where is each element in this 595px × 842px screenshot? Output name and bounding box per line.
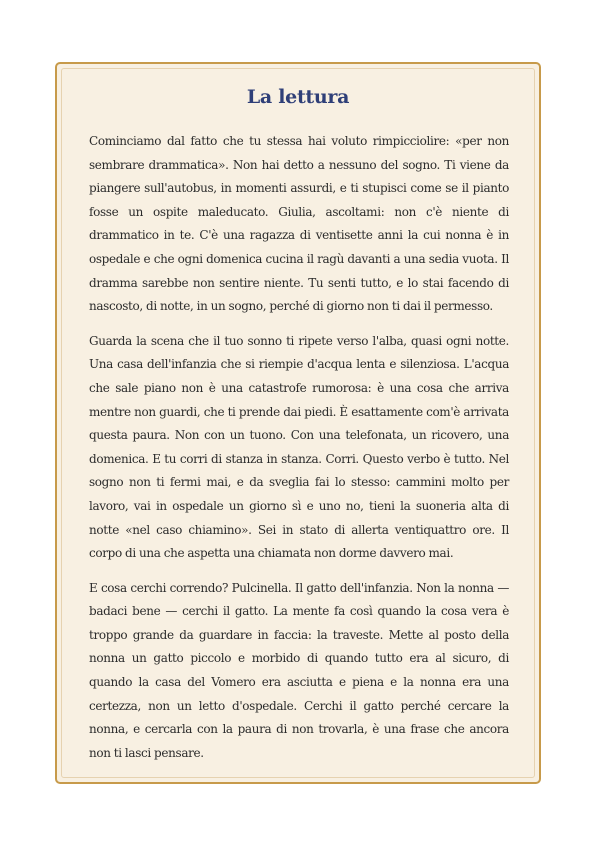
paragraph-2: Guarda la scena che il tuo sonno ti ripete verso l'alba, quasi ogni notte. Una casa dell'infanzia che si riempie d'acqua lenta e silenziosa. L'acqua che sale piano non è una catastrofe rumorosa: è una cosa che arriva mentre non guardi, che ti prende dai piedi. È esattamente com'è arrivata questa paura. Non con un tuono. Con una telefonata, un ricovero, una domenica. E tu corri di stanza in stanza. Corri. Questo verbo è tutto. Nel sogno non ti fermi mai, e da sveglia fai lo stesso: cammini molto per lavoro, vai in ospedale un giorno sì e uno no, tieni la suoneria alta di notte «nel caso chiamino». Sei in stato di allerta ventiquattro ore. Il corpo di una che aspetta una chiamata non dorme davvero mai. [89, 333, 509, 561]
paragraph-1: Cominciamo dal fatto che tu stessa hai voluto rimpicciolire: «per non sembrare drammatica». Non hai detto a nessuno del sogno. Ti viene da piangere sull'autobus, in momenti assurdi, e ti stupisci come se il pianto fosse un ospite maleducato. Giulia, ascoltami: non c'è niente di drammatico in te. C'è una ragazza di ventisette anni la cui nonna è in ospedale e che ogni domenica cucina il ragù davanti a una sedia vuota. Il dramma sarebbe non sentire niente. Tu senti tutto, e lo stai facendo di nascosto, di notte, in un sogno, perché di giorno non ti dai il permesso. [89, 134, 509, 314]
reading-card [55, 62, 541, 784]
page-title: La lettura [246, 86, 350, 108]
reading-body [89, 130, 509, 776]
paragraph-3: E cosa cerchi correndo? Pulcinella. Il gatto dell'infanzia. Non la nonna — badaci bene — cerchi il gatto. La mente fa così quando la cosa vera è troppo grande da guardare in faccia: la traveste. Mette al posto della nonna un gatto piccolo e morbido di quando tutto era al sicuro, di quando la casa del Vomero era asciutta e piena e la nonna era una certezza, non un letto d'ospedale. Cerchi il gatto perché cercare la nonna, e cercarla con la paura di non trovarla, è una frase che ancora non ti lasci pensare. [89, 580, 509, 760]
